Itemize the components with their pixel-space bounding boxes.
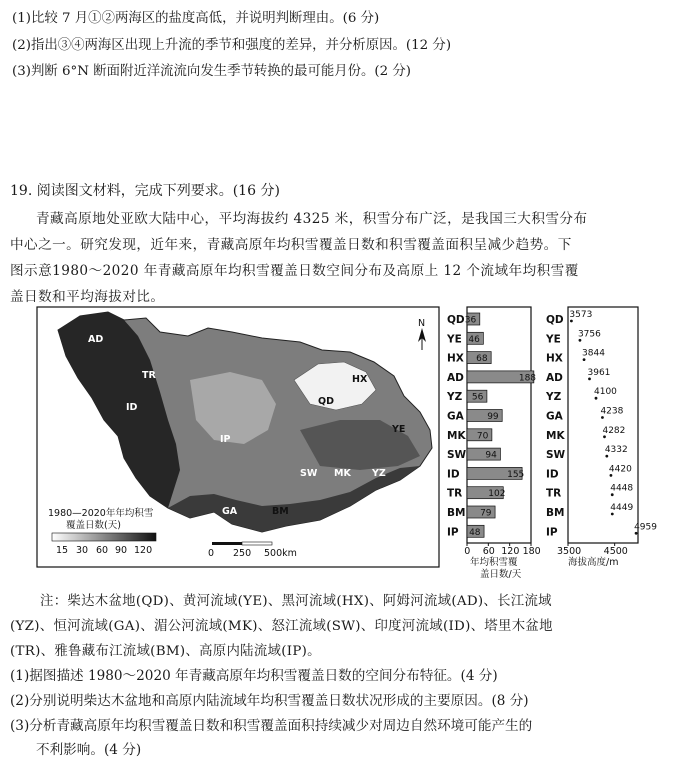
elev-tick-4500: 4500 — [603, 546, 628, 557]
legend-tick-90: 90 — [115, 545, 128, 556]
elev-value-mk: 4282 — [602, 425, 626, 436]
map-label-ga: GA — [222, 506, 238, 517]
bar-category-ad: AD — [447, 371, 464, 384]
bar-value-ad: 188 — [518, 373, 537, 384]
elev-category-ga: GA — [546, 410, 563, 423]
legend-tick-120: 120 — [134, 545, 153, 556]
bar-tick-180: 180 — [522, 546, 541, 557]
elev-value-id: 4420 — [608, 464, 632, 475]
elev-point-sw — [605, 455, 608, 458]
map-label-sw: SW — [300, 468, 318, 479]
elev-value-bm: 4449 — [610, 503, 634, 513]
bar-value-yz: 56 — [471, 392, 484, 403]
elev-category-id: ID — [546, 468, 559, 481]
elev-category-bm: BM — [546, 507, 565, 519]
bar-category-id: ID — [447, 468, 460, 481]
elev-point-qd — [570, 320, 573, 323]
scale-tick-250: 250 — [233, 548, 252, 559]
elev-point-ad — [588, 378, 591, 381]
bar-category-ye: YE — [447, 333, 462, 346]
elev-category-ip: IP — [546, 526, 558, 539]
elev-category-ad: AD — [546, 371, 563, 384]
elev-category-sw: SW — [546, 449, 566, 462]
bar-category-mk: MK — [447, 429, 466, 442]
bar-tick-0: 0 — [464, 546, 471, 557]
bar-value-bm: 79 — [480, 508, 492, 519]
elev-category-mk: MK — [546, 429, 565, 442]
elev-category-yz: YZ — [546, 391, 562, 404]
q19-material-line-3: 图示意1980～2020 年青藏高原年均积雪覆盖日数空间分布及高原上 12 个流域年均积雪覆 — [10, 263, 579, 279]
q19-material-line-2: 中心之一。研究发现，近年来，青藏高原年均积雪覆盖日数和积雪覆盖面积呈减少趋势。下 — [10, 237, 572, 253]
note-line-1: 注：柴达木盆地(QD)、黄河流域(YE)、黑河流域(HX)、阿姆河流域(AD)、长江流域 — [40, 594, 552, 609]
elev-value-ga: 4238 — [600, 406, 624, 417]
scale-tick-0: 0 — [208, 548, 215, 559]
q18-part-3: (3)判断 6°N 断面附近洋流流向发生季节转换的最可能月份。(2 分) — [12, 64, 412, 79]
elev-category-hx: HX — [546, 352, 563, 365]
bar-chart-x-ticks — [464, 543, 541, 557]
map-label-id: ID — [126, 402, 138, 413]
bar-value-sw: 94 — [485, 450, 497, 461]
elev-point-yz — [595, 397, 598, 400]
bar-category-qd: QD — [447, 314, 465, 326]
q19-question-3-continued: 不利影响。(4 分) — [36, 742, 142, 758]
bar-tick-120: 120 — [501, 546, 520, 557]
elev-value-sw: 4332 — [604, 445, 628, 456]
map-label-bm: BM — [272, 506, 289, 517]
bar-value-ip: 48 — [469, 527, 481, 538]
elev-point-tr — [611, 493, 614, 496]
legend-tick-15: 15 — [56, 545, 69, 556]
legend-title-line-2: 覆盖日数(天) — [66, 520, 121, 531]
elev-category-qd: QD — [546, 314, 564, 326]
scale-tick-500: 500km — [264, 548, 297, 559]
elev-value-yz: 4100 — [594, 387, 617, 398]
q19-question-1: (1)据图描述 1980～2020 年青藏高原年均积雪覆盖日数的空间分布特征。(4 分) — [10, 668, 498, 684]
bar-value-hx: 68 — [476, 354, 488, 365]
elev-category-tr: TR — [546, 487, 562, 500]
elev-value-tr: 4448 — [610, 483, 634, 494]
map-label-ye: YE — [392, 424, 406, 435]
bar-category-yz: YZ — [447, 391, 463, 404]
elev-point-mk — [603, 435, 606, 438]
q19-heading: 19. 阅读图文材料，完成下列要求。(16 分) — [10, 183, 280, 199]
map-label-tr: TR — [142, 370, 156, 381]
map-label-ad: AD — [88, 334, 104, 345]
elev-value-ad: 3961 — [587, 367, 611, 378]
bar-value-id: 155 — [507, 469, 525, 480]
legend-tick-60: 60 — [96, 545, 109, 556]
elev-point-hx — [583, 358, 586, 361]
bar-category-sw: SW — [447, 449, 467, 462]
bar-category-ga: GA — [447, 410, 464, 423]
elev-category-ye: YE — [546, 333, 561, 346]
q18-part-2: (2)指出③④两海区出现上升流的季节和强度的差异，并分析原因。(12 分) — [12, 38, 452, 53]
map-label-ip: IP — [220, 434, 231, 445]
note-line-3: (TR)、雅鲁藏布江流域(BM)、高原内陆流域(IP)。 — [10, 644, 321, 659]
bar-chart-xlabel-line-1: 年均积雪覆 — [470, 557, 518, 568]
legend-title-line-1: 1980—2020年年均积雪 — [48, 508, 154, 519]
map-label-qd: QD — [318, 396, 334, 407]
elev-value-ye: 3756 — [577, 329, 601, 340]
q19-material-line-4: 盖日数和平均海拔对比。 — [10, 289, 165, 305]
elev-point-ye — [579, 339, 582, 342]
bar-value-tr: 102 — [488, 489, 506, 500]
scale-bar — [212, 542, 272, 545]
elevation-chart-xlabel: 海拔高度/m — [568, 557, 619, 568]
elevation-chart-x-ticks — [557, 543, 628, 557]
bar-category-tr: TR — [447, 487, 463, 500]
q19-question-3: (3)分析青藏高原年均积雪覆盖日数和积雪覆盖面积持续减少对周边自然环境可能产生的 — [10, 718, 533, 734]
legend-tick-30: 30 — [76, 545, 89, 556]
bar-value-ga: 99 — [487, 412, 499, 422]
q18-part-1: (1)比较 7 月①②两海区的盐度高低，并说明判断理由。(6 分) — [12, 11, 380, 26]
bar-category-ip: IP — [447, 526, 459, 539]
elev-point-bm — [611, 513, 614, 516]
elev-point-ga — [601, 416, 604, 419]
north-label: N — [418, 318, 426, 329]
elev-value-qd: 3573 — [569, 310, 593, 320]
bar-value-qd: 36 — [464, 315, 477, 326]
map-label-hx: HX — [352, 374, 368, 385]
legend-color-ramp — [52, 533, 156, 541]
bar-chart-xlabel-line-2: 盖日数/天 — [480, 569, 522, 580]
elev-value-hx: 3844 — [582, 348, 605, 359]
bar-tick-60: 60 — [482, 546, 495, 557]
q19-question-2: (2)分别说明柴达木盆地和高原内陆流域年均积雪覆盖日数状况形成的主要原因。(8 分) — [10, 693, 529, 709]
map-label-mk: MK — [334, 468, 351, 479]
elev-value-ip: 4959 — [634, 522, 657, 533]
map-label-yz: YZ — [372, 468, 386, 479]
bar-category-bm: BM — [447, 507, 466, 519]
bar-category-hx: HX — [447, 352, 464, 365]
note-line-2: (YZ)、恒河流域(GA)、湄公河流域(MK)、怒江流域(SW)、印度河流域(ID)、塔里木盆地 — [10, 619, 553, 634]
elev-point-ip — [635, 532, 638, 535]
bar-value-ye: 46 — [468, 334, 480, 345]
bar-value-mk: 70 — [476, 431, 489, 442]
elev-tick-3500: 3500 — [557, 546, 582, 557]
elev-point-id — [610, 474, 613, 477]
q19-material-line-1: 青藏高原地处亚欧大陆中心，平均海拔约 4325 米，积雪分布广泛，是我国三大积雪分布 — [36, 211, 588, 227]
